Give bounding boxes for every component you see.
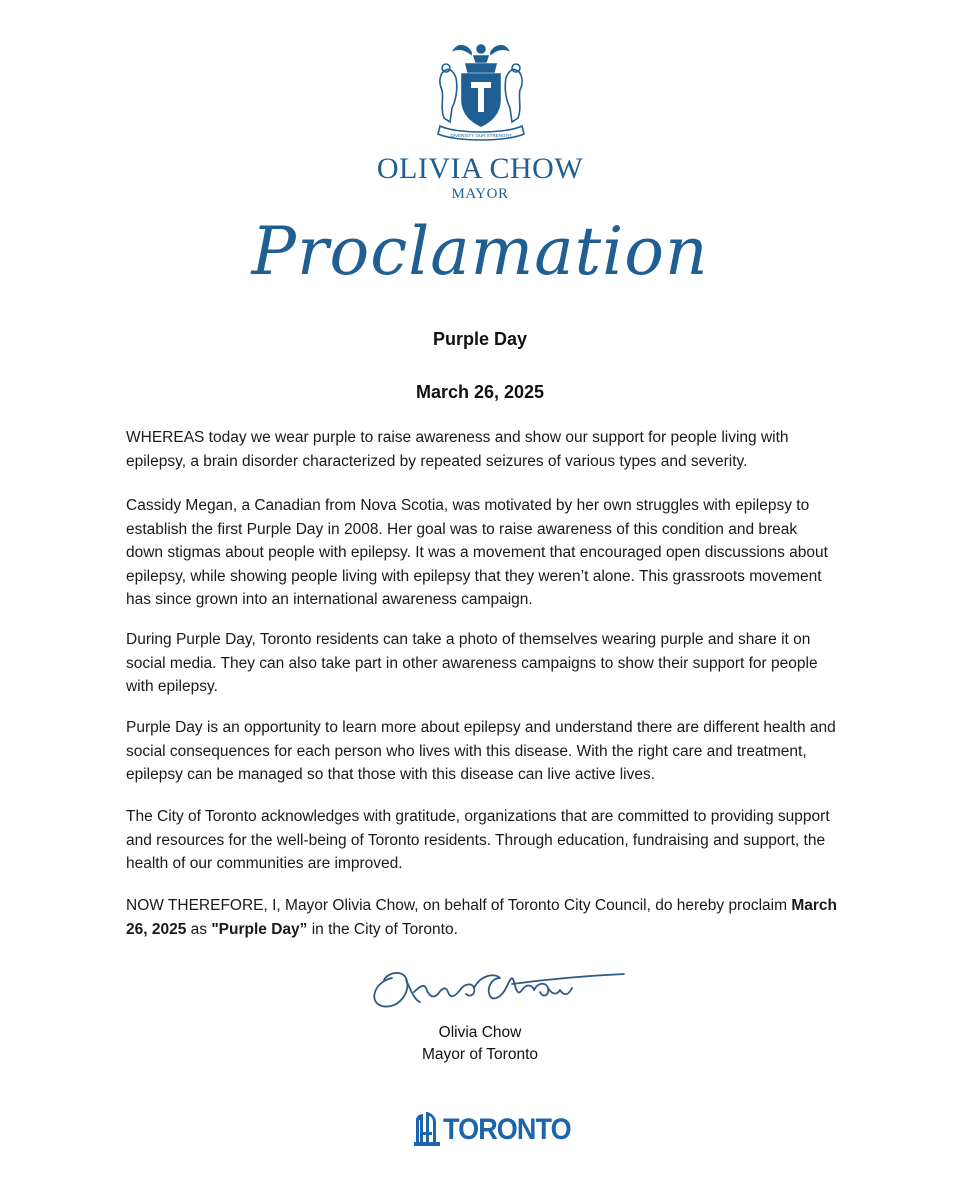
mayor-name: OLIVIA CHOW	[376, 152, 584, 185]
paragraph-acknowledgement: The City of Toronto acknowledges with gratitude, organizations that are committed to providing support and resources for the well-being of Toronto residents. Through education, fundraising and support, the health of our communities are improved.	[126, 808, 830, 872]
paragraph-participation: During Purple Day, Toronto residents can take a photo of themselves wearing purple and share it on social media. They can also take part in other awareness campaigns to show their support for people with epilepsy.	[126, 631, 818, 695]
proclamation-title: Purple Day	[432, 329, 528, 349]
proclamation-date: March 26, 2025	[415, 382, 545, 402]
paragraph-history: Cassidy Megan, a Canadian from Nova Scotia, was motivated by her own struggles with epilepsy to establish the first Purple Day in 2008. Her goal was to raise awareness of this condition and break down stigmas about people with epilepsy. It was a movement that encouraged open discussions about epilepsy, while showing people living with epilepsy that they weren’t alone. This grassroots movement has since grown into an international awareness campaign.	[126, 497, 828, 608]
crest-motto: DIVERSITY OUR STRENGTH	[450, 133, 512, 138]
paragraph-whereas: WHEREAS today we wear purple to raise awareness and show our support for people living with epilepsy, a brain disorder characterized by repeated seizures of various types and severity.	[126, 429, 789, 470]
toronto-wordmark: TORONTO	[443, 1113, 571, 1146]
city-hall-icon	[414, 1110, 440, 1146]
signatory-title: Mayor of Toronto	[421, 1046, 539, 1063]
mayor-signature	[362, 958, 632, 1016]
closing-intro: NOW THEREFORE, I, Mayor Olivia Chow, on behalf of Toronto City Council, do hereby proclaim	[126, 897, 792, 914]
closing-tail: in the City of Toronto.	[307, 920, 458, 938]
mayor-title: MAYOR	[451, 186, 509, 202]
closing-day-name: "Purple Day”	[211, 920, 308, 938]
document-type-heading: Proclamation	[251, 213, 709, 290]
closing-as: as	[186, 920, 212, 938]
signatory-name: Olivia Chow	[438, 1024, 522, 1041]
city-of-toronto-logo	[414, 1108, 585, 1146]
paragraph-proclamation	[126, 894, 838, 941]
city-coat-of-arms	[426, 38, 536, 146]
paragraph-opportunity: Purple Day is an opportunity to learn more about epilepsy and understand there are different health and social consequences for each person who lives with this disease. With the right care and treatment, epilepsy can be managed so that those with this disease can live active lives.	[126, 719, 836, 783]
closing-date: March 26, 2025	[126, 897, 837, 938]
